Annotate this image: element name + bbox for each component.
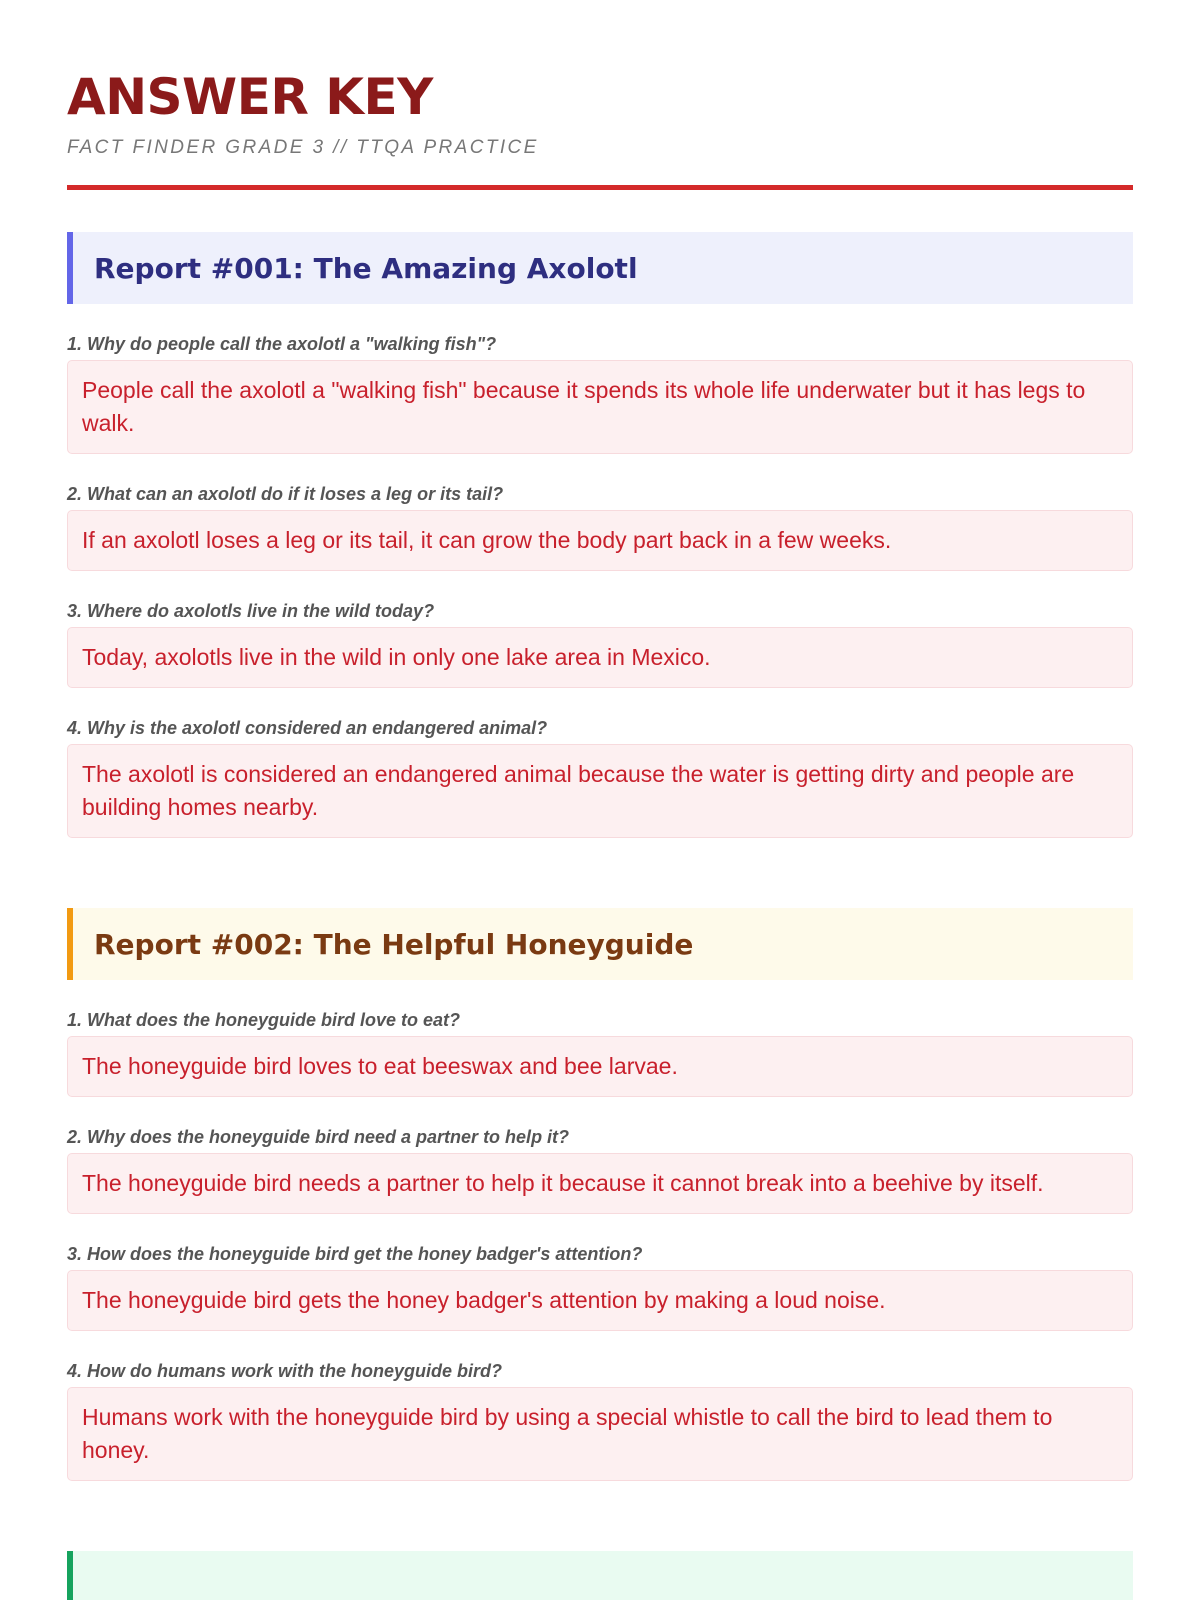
answer-box: If an axolotl loses a leg or its tail, it can grow the body part back in a few weeks. <box>67 510 1133 571</box>
question-text: 2. Why does the honeyguide bird need a partner to help it? <box>67 1127 570 1147</box>
report-header <box>67 1551 1133 1600</box>
qa-item <box>67 1008 1133 1097</box>
qa-item <box>67 716 1133 838</box>
answer-box: People call the axolotl a "walking fish" because it spends its whole life underwater but it has legs to walk. <box>67 360 1133 454</box>
answer-box: The honeyguide bird gets the honey badger's attention by making a loud noise. <box>67 1270 1133 1331</box>
question-text: 3. Where do axolotls live in the wild today? <box>67 601 435 621</box>
report-header <box>67 908 1133 980</box>
answer-box: The honeyguide bird loves to eat beeswax and bee larvae. <box>67 1036 1133 1097</box>
qa-item <box>67 1125 1133 1214</box>
answer-box: The honeyguide bird needs a partner to help it because it cannot break into a beehive by itself. <box>67 1153 1133 1214</box>
question-text: 4. How do humans work with the honeyguide bird? <box>67 1361 503 1381</box>
qa-item <box>67 1242 1133 1331</box>
answer-box: Today, axolotls live in the wild in only one lake area in Mexico. <box>67 627 1133 688</box>
question-text: 1. What does the honeyguide bird love to eat? <box>67 1010 461 1030</box>
answer-box: Humans work with the honeyguide bird by using a special whistle to call the bird to lead them to honey. <box>67 1387 1133 1481</box>
report-title: Report #001: The Amazing Axolotl <box>94 251 638 285</box>
report-section-001 <box>67 232 1133 838</box>
page-title: ANSWER KEY <box>67 68 433 126</box>
report-section-002 <box>67 908 1133 1481</box>
question-text: 4. Why is the axolotl considered an endangered animal? <box>67 718 548 738</box>
page-subtitle: FACT FINDER GRADE 3 // TTQA PRACTICE <box>67 137 539 158</box>
answer-box: The axolotl is considered an endangered animal because the water is getting dirty and people are building homes nearby. <box>67 744 1133 838</box>
qa-item <box>67 599 1133 688</box>
title-divider <box>67 185 1133 190</box>
question-text: 3. How does the honeyguide bird get the honey badger's attention? <box>67 1244 643 1264</box>
question-text: 2. What can an axolotl do if it loses a leg or its tail? <box>67 484 504 504</box>
qa-item <box>67 482 1133 571</box>
qa-item <box>67 332 1133 454</box>
report-header <box>67 232 1133 304</box>
report-section-003 <box>67 1551 1133 1600</box>
qa-item <box>67 1359 1133 1481</box>
question-text: 1. Why do people call the axolotl a "walking fish"? <box>67 334 497 354</box>
report-title: Report #002: The Helpful Honeyguide <box>94 927 694 961</box>
